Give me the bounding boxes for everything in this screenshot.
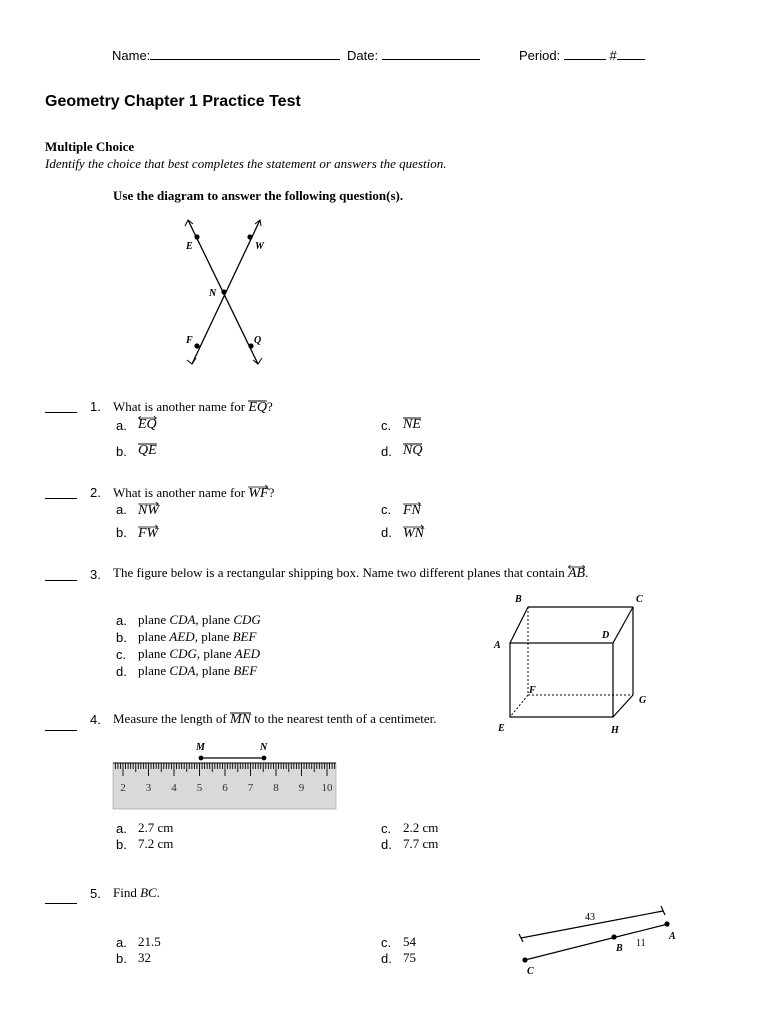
ray-symbol: FW bbox=[138, 526, 159, 541]
section-heading: Multiple Choice bbox=[45, 139, 135, 154]
point-c bbox=[522, 957, 527, 962]
choice-letter: a. bbox=[116, 935, 127, 950]
q1-choice-b[interactable] bbox=[138, 439, 157, 459]
line-symbol: EQ bbox=[138, 417, 157, 432]
q4-choice-d[interactable]: 7.7 cm bbox=[403, 836, 439, 851]
label-n: N bbox=[209, 288, 217, 299]
ruler-ticks bbox=[115, 763, 334, 776]
ruler-number: 8 bbox=[273, 782, 279, 794]
question-number-2: 2. bbox=[90, 485, 101, 500]
question-2-prompt: What is another name for WF? bbox=[113, 482, 274, 502]
choice-letter: a. bbox=[116, 821, 127, 836]
choice-letter: a. bbox=[116, 613, 127, 628]
q3-choice-a[interactable]: plane CDA, plane CDG bbox=[138, 612, 261, 627]
q4-choice-c[interactable]: 2.2 cm bbox=[403, 820, 439, 835]
ruler-number: 5 bbox=[196, 782, 203, 794]
label-e: E bbox=[186, 241, 193, 252]
box-label-a: A bbox=[494, 640, 501, 651]
ruler-label-m: M bbox=[196, 742, 205, 753]
choice-letter: d. bbox=[116, 664, 127, 679]
question-number-1: 1. bbox=[90, 399, 101, 414]
point-n bbox=[221, 289, 226, 294]
number-label: # bbox=[609, 48, 617, 63]
answer-blank-3[interactable] bbox=[45, 568, 77, 586]
ruler-figure bbox=[112, 738, 338, 812]
choice-letter: b. bbox=[116, 951, 127, 966]
q3-choice-c[interactable]: plane CDG, plane AED bbox=[138, 646, 261, 661]
point-w bbox=[247, 234, 252, 239]
question-1-prompt: What is another name for EQ? bbox=[113, 396, 273, 416]
q1-choice-c[interactable] bbox=[403, 413, 421, 433]
period-field bbox=[519, 47, 645, 63]
q3-choice-b[interactable]: plane AED, plane BEF bbox=[138, 629, 257, 644]
label-11: 11 bbox=[636, 938, 646, 949]
date-blank bbox=[382, 47, 480, 60]
point-b bbox=[611, 934, 616, 939]
choice-letter: c. bbox=[381, 935, 392, 950]
label-a: A bbox=[669, 931, 676, 942]
choice-letter: c. bbox=[116, 647, 127, 662]
question-4-text: Measure the length of bbox=[113, 711, 227, 726]
box-label-c: C bbox=[636, 594, 643, 605]
label-q: Q bbox=[254, 335, 262, 346]
choice-letter: c. bbox=[381, 418, 392, 433]
label-b: B bbox=[616, 943, 623, 954]
answer-blank-4[interactable] bbox=[45, 718, 77, 736]
box-label-f: F bbox=[529, 685, 536, 696]
ruler-number: 4 bbox=[171, 782, 177, 794]
page-title: Geometry Chapter 1 Practice Test bbox=[45, 93, 301, 110]
answer-blank-2[interactable] bbox=[45, 486, 77, 504]
q3-choice-d[interactable]: plane CDA, plane BEF bbox=[138, 663, 258, 678]
q2-choice-b[interactable] bbox=[138, 522, 158, 542]
ruler-number: 9 bbox=[298, 782, 305, 794]
label-w: W bbox=[255, 241, 264, 252]
q4-choice-b[interactable]: 7.2 cm bbox=[138, 836, 174, 851]
choice-letter: c. bbox=[381, 821, 392, 836]
choice-letter: c. bbox=[381, 502, 392, 517]
label-c: C bbox=[527, 966, 534, 977]
q1-choice-d[interactable] bbox=[403, 439, 422, 459]
diagram-instruction: Use the diagram to answer the following question(s). bbox=[113, 188, 404, 203]
name-field bbox=[112, 47, 340, 63]
ruler-number: 7 bbox=[247, 782, 254, 794]
segment-symbol: QE bbox=[138, 443, 157, 458]
segment-symbol: NQ bbox=[403, 443, 423, 458]
date-field bbox=[347, 47, 480, 63]
q5-choice-c[interactable]: 54 bbox=[403, 934, 416, 949]
question-number-4: 4. bbox=[90, 712, 101, 727]
question-5-text: Find bbox=[113, 885, 137, 900]
answer-blank-1[interactable] bbox=[45, 400, 77, 418]
ray-symbol: NW bbox=[138, 503, 159, 518]
period-blank bbox=[564, 47, 606, 60]
ray-symbol: WF bbox=[248, 486, 269, 501]
ruler-number: 2 bbox=[120, 782, 126, 794]
question-2-text: What is another name for bbox=[113, 485, 246, 500]
point-q bbox=[248, 343, 253, 348]
question-3-text: The figure below is a rectangular shipping box. Name two different planes that contain bbox=[113, 565, 565, 580]
ruler-label-n: N bbox=[260, 742, 268, 753]
choice-letter: b. bbox=[116, 525, 127, 540]
box-label-g: G bbox=[639, 695, 647, 706]
box-label-h: H bbox=[611, 725, 619, 736]
q2-choice-a[interactable] bbox=[138, 499, 159, 519]
point-a bbox=[664, 921, 669, 926]
q2-choice-d[interactable] bbox=[403, 522, 424, 542]
ruler-number: 3 bbox=[145, 782, 152, 794]
q5-choice-b[interactable]: 32 bbox=[138, 950, 151, 965]
segment-symbol: MN bbox=[229, 712, 251, 727]
choice-letter: d. bbox=[381, 525, 392, 540]
question-1-text: What is another name for bbox=[113, 399, 246, 414]
period-label: Period: bbox=[519, 48, 561, 63]
box-label-d: D bbox=[602, 630, 610, 641]
q2-choice-c[interactable] bbox=[403, 499, 421, 519]
shipping-box-diagram bbox=[488, 586, 660, 738]
point-m bbox=[199, 756, 204, 761]
point-n bbox=[262, 756, 267, 761]
choice-letter: b. bbox=[116, 837, 127, 852]
point-e bbox=[194, 234, 199, 239]
question-4-prompt: Measure the length of MN to the nearest tenth of a centimeter. bbox=[113, 708, 437, 728]
q4-choice-a[interactable]: 2.7 cm bbox=[138, 820, 174, 835]
choice-letter: b. bbox=[116, 630, 127, 645]
segment-abc-diagram bbox=[510, 900, 686, 982]
question-number-5: 5. bbox=[90, 886, 101, 901]
label-43: 43 bbox=[585, 912, 595, 923]
choice-letter: b. bbox=[116, 444, 127, 459]
answer-blank-5[interactable] bbox=[45, 891, 77, 909]
box-label-e: E bbox=[498, 723, 505, 734]
segment-symbol: NE bbox=[403, 417, 421, 432]
segment-ca bbox=[525, 924, 668, 960]
number-blank bbox=[617, 47, 645, 60]
question-3-prompt: The figure below is a rectangular shipping box. Name two different planes that contain AB. bbox=[113, 562, 588, 582]
choice-letter: d. bbox=[381, 444, 392, 459]
question-number-3: 3. bbox=[90, 567, 101, 582]
q5-choice-d[interactable]: 75 bbox=[403, 950, 416, 965]
question-5-prompt: Find BC. bbox=[113, 885, 160, 900]
q1-choice-a[interactable] bbox=[138, 413, 157, 433]
point-f bbox=[194, 343, 199, 348]
ruler-number: 6 bbox=[222, 782, 228, 794]
ruler-number: 10 bbox=[321, 782, 333, 794]
label-f: F bbox=[186, 335, 193, 346]
date-label: Date: bbox=[347, 48, 379, 63]
ray-symbol: FN bbox=[403, 503, 421, 518]
line-symbol: AB bbox=[567, 566, 586, 581]
segment-symbol: EQ bbox=[248, 400, 268, 415]
q5-choice-a[interactable]: 21.5 bbox=[138, 934, 161, 949]
choice-letter: d. bbox=[381, 951, 392, 966]
arrow-q bbox=[253, 358, 262, 364]
box-label-b: B bbox=[515, 594, 522, 605]
section-instructions: Identify the choice that best completes the statement or answers the question. bbox=[45, 156, 447, 171]
intersecting-lines-diagram bbox=[170, 212, 280, 372]
ray-symbol: WN bbox=[403, 526, 424, 541]
name-blank bbox=[150, 47, 340, 60]
choice-letter: d. bbox=[381, 837, 392, 852]
choice-letter: a. bbox=[116, 502, 127, 517]
choice-letter: a. bbox=[116, 418, 127, 433]
name-label: Name: bbox=[112, 48, 151, 63]
